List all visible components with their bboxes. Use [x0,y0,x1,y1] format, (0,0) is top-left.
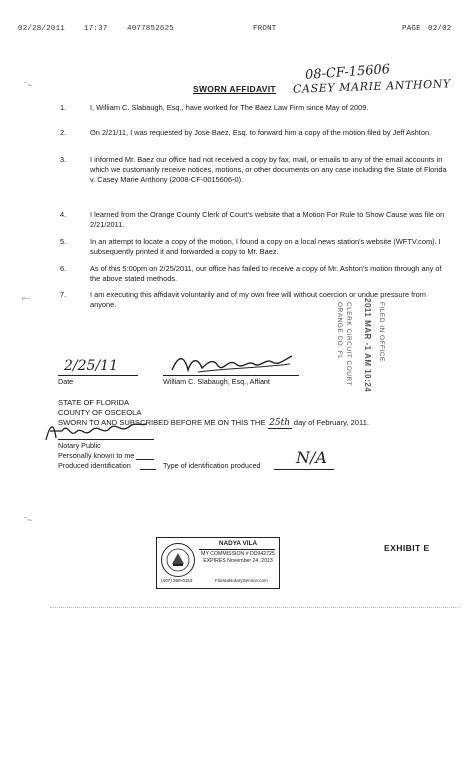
fax-page-label: PAGE [402,25,421,33]
date-label: Date [58,377,74,386]
item-number: 4. [60,210,67,219]
document-title: SWORN AFFIDAVIT [193,84,276,94]
notary-state: STATE OF FLORIDA [58,398,130,407]
personally-known-label: Personally known to me [58,451,135,460]
item-text: As of this 5:00pm on 2/25/2011, our office has failed to receive a copy of Mr. Ashton's motion through any of the above stated methods. [90,264,442,284]
item-text: I, William C. Slabaugh, Esq., have worked for The Baez Law Firm since May of 2009. [90,103,369,112]
stamp-website: FloridaNotaryService.com [215,578,268,583]
item-text: In an attempt to locate a copy of the motion, I found a copy on a local news station's website (WFTV.com). I subsequently printed it and forwarded a copy to Mr. Baez. [90,237,441,257]
scan-edge-line [50,607,460,608]
item-number: 7. [60,290,67,299]
affiant-line [163,375,299,376]
scan-mark-bottom: ˉ~ [24,515,33,525]
filed-stamp-line4: ORANGE CO. FL [336,302,343,360]
fax-page-number: 02/02 [428,25,452,33]
personally-known-line [136,459,154,460]
type-of-id-value: N/A [296,448,327,467]
sworn-text-before: SWORN TO AND SUBSCRIBED BEFORE ME ON THIS THE [58,418,266,427]
item-number: 5. [60,237,67,246]
notary-line [58,439,154,440]
scan-mark-top: ˉ~ [24,80,33,90]
notary-stamp [156,537,280,589]
produced-id-label: Produced identification [58,461,131,470]
handwritten-date: 2/25/11 [64,358,118,374]
item-text: On 2/21/11, I was requested by Jose Baez, Esq. to forward him a copy of the motion filed by Jeff Ashton. [90,128,432,137]
type-of-id-label: Type of identification produced [163,461,261,470]
exhibit-label: EXHIBIT E [384,543,430,553]
filed-stamp-line3: CLERK CIRCUIT COURT [345,302,352,387]
stamp-name: NADYA VILA [218,540,258,547]
stamp-divider [199,549,275,550]
stamp-expires: EXPIRES November 24, 2013 [203,558,273,564]
date-line [58,375,138,376]
affiant-label: William C. Slabaugh, Esq., Affiant [163,377,270,386]
notary-county: COUNTY OF OSCEOLA [58,408,142,417]
fax-number: 4077852625 [127,25,175,33]
item-text: I learned from the Orange County Clerk of Court's website that a Motion For Rule to Show Cause was file on 2/21/2011. [90,210,445,230]
scan-mark-middle: ⌐· [22,293,31,303]
item-number: 6. [60,264,67,273]
item-number: 2. [60,128,67,137]
fax-sender: FRONT [253,25,277,33]
produced-id-line [140,469,156,470]
filed-stamp-line1: FILED IN OFFICE [378,302,385,362]
item-text: I informed Mr. Baez our office had not received a copy by fax, mail, or emails to any of the email accounts in which we customarily receive notices, motions, or other documents on any case including the State of Florida v. Casey Marie Anthony (2008-CF-0015606-0). [90,155,447,185]
notary-label: Notary Public [58,441,101,450]
fax-time: 17:37 [84,25,108,33]
type-of-id-line [274,469,334,470]
stamp-commission: MY COMMISSION # DD942725 [201,551,275,557]
notary-seal-icon [161,543,195,577]
handwritten-case-name: CASEY MARIE ANTHONY [292,77,452,96]
filed-stamp-line2: 2011 MAR -1 AM 10:24 [363,298,372,393]
item-number: 1. [60,103,67,112]
item-number: 3. [60,155,67,164]
stamp-phone: (407) 398-0153 [161,578,193,583]
sworn-day: 25th [269,418,291,428]
affiant-signature [168,352,298,376]
item-text: I am executing this affidavit voluntarily and of my own free will without coercion or undue pressure from anyone. [90,290,426,310]
fax-date: 02/28/2011 [18,25,66,33]
sworn-text-after: day of February, 2011. [293,418,369,427]
handwritten-case-number: 08-CF-15606 [304,62,391,83]
